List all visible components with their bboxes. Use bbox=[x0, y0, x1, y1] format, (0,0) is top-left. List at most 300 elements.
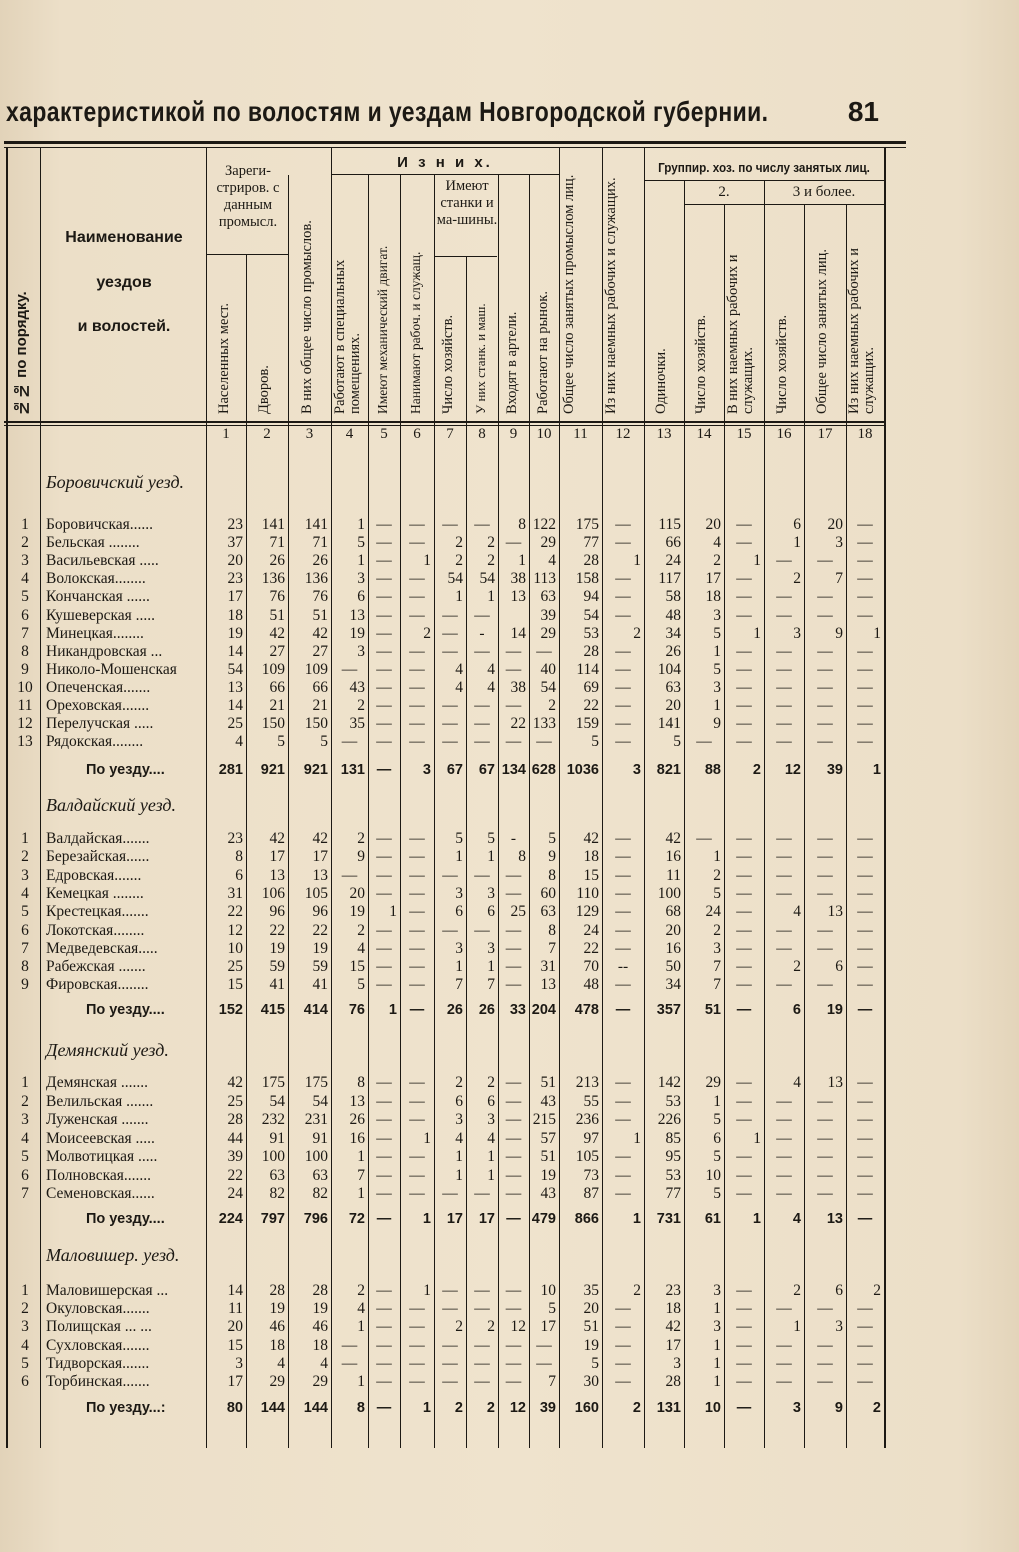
cell-col-6: — bbox=[409, 1148, 425, 1165]
cell-col-1: 44 bbox=[227, 1129, 243, 1147]
cell-col-15: 1 bbox=[753, 1129, 761, 1147]
cell-col-12: — bbox=[615, 830, 631, 847]
cell-col-4: 20 bbox=[349, 884, 365, 902]
cell-col-15: — bbox=[736, 678, 752, 696]
cell-col-13: 23 bbox=[665, 1282, 681, 1299]
cell-col-8: — bbox=[474, 921, 490, 939]
cell-col-12: — bbox=[615, 903, 631, 921]
cell-col-10: 215 bbox=[532, 1111, 556, 1128]
cell-col-7: — bbox=[442, 516, 458, 533]
group-three-header: 3 и более. bbox=[792, 184, 856, 200]
cell-col-1: 10 bbox=[227, 939, 243, 957]
row-number: 9 bbox=[21, 660, 29, 678]
cell-col-15: — bbox=[736, 1092, 752, 1110]
cell-col-10: 7 bbox=[548, 939, 556, 957]
cell-col-3: 144 bbox=[303, 1400, 328, 1416]
cell-col-12: — bbox=[615, 866, 631, 884]
cell-col-6: — bbox=[409, 1354, 425, 1372]
cell-col-18: — bbox=[857, 588, 873, 606]
cell-col-3: 17 bbox=[312, 848, 328, 866]
cell-col-10: 17 bbox=[540, 1318, 556, 1336]
table-row bbox=[0, 570, 1019, 589]
table-row bbox=[0, 940, 1019, 959]
cell-col-2: 54 bbox=[269, 1092, 285, 1110]
cell-col-9: 134 bbox=[501, 762, 526, 778]
cell-col-10: 7 bbox=[548, 1373, 556, 1390]
g3-total-header: Общее число занятых лиц. bbox=[814, 248, 830, 414]
cell-col-13: 131 bbox=[656, 1400, 681, 1416]
cell-col-4: 3 bbox=[357, 570, 365, 588]
cell-col-3: 71 bbox=[312, 534, 328, 552]
cell-col-4: 1 bbox=[357, 516, 365, 533]
volost-name: Крестецкая....... bbox=[46, 903, 149, 921]
cell-col-17: — bbox=[817, 660, 833, 678]
cell-col-15: — bbox=[736, 976, 752, 994]
total-row bbox=[0, 1211, 1019, 1230]
cell-col-5: — bbox=[376, 1354, 392, 1372]
cell-col-4: 35 bbox=[349, 715, 365, 733]
cell-col-13: 17 bbox=[665, 1336, 681, 1354]
cell-col-6: — bbox=[409, 715, 425, 733]
cell-col-7: 4 bbox=[455, 678, 463, 696]
cell-col-8: 2 bbox=[487, 1318, 495, 1336]
cell-col-12: — bbox=[615, 697, 631, 714]
cell-col-9: — bbox=[505, 921, 522, 939]
cell-col-4: 43 bbox=[349, 678, 365, 696]
cell-col-11: 114 bbox=[576, 660, 599, 678]
cell-col-15: 1 bbox=[753, 552, 761, 570]
cell-col-5: — bbox=[376, 1129, 392, 1147]
cell-col-8: 1 bbox=[487, 1166, 495, 1184]
cell-col-10: 8 bbox=[548, 866, 556, 884]
cell-col-13: 100 bbox=[657, 884, 681, 902]
cell-col-5: — bbox=[376, 762, 392, 778]
cell-col-13: 115 bbox=[658, 516, 681, 533]
machines-header: Имеют станки и ма-шины. bbox=[436, 178, 498, 228]
cell-col-13: 821 bbox=[656, 762, 681, 778]
cell-col-6: — bbox=[409, 1373, 425, 1390]
cell-col-1: 17 bbox=[227, 588, 243, 606]
column-line bbox=[559, 148, 560, 1448]
cell-col-7: 4 bbox=[455, 660, 463, 678]
cell-col-5: — bbox=[376, 570, 392, 588]
cell-col-12: — bbox=[615, 715, 631, 733]
cell-col-18: — bbox=[857, 516, 873, 533]
cell-col-2: 22 bbox=[269, 921, 285, 939]
row-number: 8 bbox=[21, 958, 29, 976]
cell-col-6: 1 bbox=[422, 1400, 431, 1416]
column-line bbox=[6, 148, 8, 1448]
cell-col-10: 57 bbox=[540, 1129, 556, 1147]
cell-col-5: — bbox=[376, 1166, 392, 1184]
table-row bbox=[0, 867, 1019, 886]
column-number: 7 bbox=[446, 426, 454, 442]
cell-col-6: — bbox=[409, 830, 425, 847]
row-number: 9 bbox=[21, 976, 29, 994]
column-line bbox=[206, 148, 207, 1448]
cell-col-11: 159 bbox=[575, 715, 599, 733]
cell-col-7: — bbox=[442, 606, 458, 624]
cell-col-8: — bbox=[474, 1185, 490, 1202]
cell-col-12: — bbox=[615, 606, 631, 624]
cell-col-8: 1 bbox=[487, 588, 495, 606]
cell-col-9: — bbox=[505, 1074, 522, 1091]
cell-col-1: 54 bbox=[227, 660, 243, 678]
cell-col-16: — bbox=[776, 660, 792, 678]
cell-col-1: 19 bbox=[227, 624, 243, 642]
cell-col-4: 1 bbox=[357, 552, 365, 570]
cell-col-18: — bbox=[857, 939, 873, 957]
cell-col-10: 113 bbox=[533, 570, 556, 588]
cell-col-10: 479 bbox=[531, 1211, 556, 1227]
cell-col-14: 2 bbox=[713, 921, 721, 939]
cell-col-2: 144 bbox=[260, 1400, 285, 1416]
cell-col-12: — bbox=[615, 1185, 631, 1202]
cell-col-14: 1 bbox=[713, 848, 721, 866]
table-row bbox=[0, 1282, 1019, 1301]
row-number: 5 bbox=[21, 903, 29, 921]
cell-col-6: — bbox=[409, 976, 425, 994]
cell-col-8: 1 bbox=[487, 1148, 495, 1165]
cell-col-11: 213 bbox=[575, 1074, 599, 1091]
cell-col-14: 3 bbox=[713, 606, 721, 624]
cell-col-1: 4 bbox=[235, 733, 243, 751]
cell-col-2: 26 bbox=[269, 552, 285, 570]
row-number: 1 bbox=[21, 1282, 29, 1299]
cell-col-17: — bbox=[817, 588, 833, 606]
cell-col-12: — bbox=[615, 516, 631, 533]
table-row bbox=[0, 922, 1019, 941]
cell-col-13: 66 bbox=[665, 534, 681, 552]
row-number: 2 bbox=[21, 1092, 29, 1110]
cell-col-14: 18 bbox=[705, 588, 721, 606]
table-row bbox=[0, 1337, 1019, 1356]
column-line bbox=[529, 175, 530, 1448]
cell-col-12: 1 bbox=[633, 1129, 641, 1147]
column-number: 4 bbox=[345, 426, 354, 442]
table-row bbox=[0, 697, 1019, 716]
cell-col-15: — bbox=[736, 1111, 752, 1128]
volost-name: Полищская ... ... bbox=[46, 1318, 152, 1336]
cell-col-8: - bbox=[479, 624, 485, 642]
cell-col-5: — bbox=[376, 1318, 392, 1336]
cell-col-10: 63 bbox=[540, 903, 556, 921]
cell-col-18: — bbox=[857, 660, 873, 678]
cell-col-14: 7 bbox=[713, 976, 721, 994]
cell-col-3: 150 bbox=[304, 715, 328, 733]
cell-col-4: 72 bbox=[348, 1211, 365, 1227]
cell-col-3: 5 bbox=[320, 733, 328, 751]
cell-col-3: 29 bbox=[312, 1373, 328, 1390]
cell-col-2: 46 bbox=[269, 1318, 285, 1336]
cell-col-5: — bbox=[376, 884, 392, 902]
row-number: 7 bbox=[21, 939, 29, 957]
cell-col-9: — bbox=[505, 697, 522, 714]
cell-col-12: — bbox=[615, 1300, 631, 1318]
cell-col-8: 5 bbox=[487, 830, 495, 847]
cell-col-17: — bbox=[817, 715, 833, 733]
cell-col-17: 13 bbox=[827, 903, 843, 921]
cell-col-13: 28 bbox=[665, 1373, 681, 1390]
hire-header: Нанимают рабоч. и служащ. bbox=[408, 251, 423, 414]
cell-col-9: 12 bbox=[510, 1318, 526, 1336]
cell-col-12: — bbox=[615, 1336, 631, 1354]
cell-col-1: 12 bbox=[227, 921, 243, 939]
cell-col-3: 54 bbox=[312, 1092, 328, 1110]
cell-col-17: — bbox=[817, 884, 833, 902]
cell-col-8: — bbox=[474, 1354, 490, 1372]
cell-col-13: 141 bbox=[657, 715, 681, 733]
cell-col-17: — bbox=[817, 678, 833, 696]
cell-col-2: 27 bbox=[269, 642, 285, 660]
cell-col-9: 13 bbox=[510, 588, 526, 606]
cell-col-4: 5 bbox=[357, 976, 365, 994]
volost-name: Полновская....... bbox=[46, 1166, 152, 1184]
cell-col-10: 31 bbox=[540, 958, 556, 976]
cell-col-6: 1 bbox=[423, 1282, 431, 1299]
cell-col-7: — bbox=[442, 1185, 458, 1202]
column-line bbox=[400, 175, 401, 1448]
column-number: 14 bbox=[696, 426, 712, 442]
cell-col-18: 2 bbox=[872, 1400, 881, 1416]
cell-col-16: — bbox=[776, 1166, 792, 1184]
cell-col-7: — bbox=[442, 624, 458, 642]
cell-col-1: 24 bbox=[227, 1185, 243, 1202]
cell-col-3: 28 bbox=[312, 1282, 328, 1299]
cell-col-14: 3 bbox=[713, 939, 721, 957]
cell-col-16: — bbox=[776, 733, 792, 751]
volost-name: Березайская...... bbox=[46, 848, 150, 866]
table-row bbox=[0, 1111, 1019, 1130]
row-number: 5 bbox=[21, 588, 29, 606]
cell-col-4: 13 bbox=[349, 1092, 365, 1110]
cell-col-16: 6 bbox=[793, 516, 801, 533]
cell-col-6: — bbox=[409, 1318, 425, 1336]
cell-col-17: — bbox=[817, 642, 833, 660]
cell-col-1: 25 bbox=[227, 715, 243, 733]
cell-col-11: 54 bbox=[583, 606, 599, 624]
cell-col-11: 19 bbox=[583, 1336, 599, 1354]
table-row bbox=[0, 661, 1019, 680]
cell-col-1: 14 bbox=[227, 697, 243, 714]
cell-col-16: — bbox=[776, 939, 792, 957]
cell-col-11: 175 bbox=[575, 516, 599, 533]
column-number: 18 bbox=[857, 426, 873, 442]
row-number: 6 bbox=[21, 1166, 29, 1184]
row-number: 13 bbox=[17, 733, 33, 751]
page-title: характеристикой по волостям и уездам Новгородской губернии. bbox=[6, 96, 769, 127]
cell-col-3: 96 bbox=[312, 903, 328, 921]
row-number: 1 bbox=[21, 516, 29, 533]
table-row bbox=[0, 1093, 1019, 1112]
cell-col-14: 9 bbox=[713, 715, 721, 733]
row-number: 10 bbox=[17, 678, 33, 696]
cell-col-18: — bbox=[857, 848, 873, 866]
cell-col-17: 3 bbox=[835, 534, 843, 552]
cell-col-2: 76 bbox=[269, 588, 285, 606]
cell-col-18: — bbox=[857, 1211, 873, 1227]
cell-col-15: — bbox=[736, 830, 752, 847]
cell-col-2: 71 bbox=[269, 534, 285, 552]
cell-col-16: 2 bbox=[793, 958, 801, 976]
cell-col-9: — bbox=[505, 642, 522, 660]
cell-col-7: — bbox=[442, 1336, 458, 1354]
cell-col-17: — bbox=[817, 830, 833, 847]
row-number: 5 bbox=[21, 1354, 29, 1372]
cell-col-5: — bbox=[376, 1111, 392, 1128]
cell-col-18: — bbox=[857, 678, 873, 696]
cell-col-17: 19 bbox=[826, 1002, 843, 1018]
total-row bbox=[0, 1400, 1019, 1419]
cell-col-3: 100 bbox=[304, 1148, 328, 1165]
cell-col-1: 281 bbox=[218, 762, 243, 778]
row-number: 2 bbox=[21, 848, 29, 866]
cell-col-6: 1 bbox=[423, 1129, 431, 1147]
cell-col-15: — bbox=[736, 1318, 752, 1336]
cell-col-16: — bbox=[776, 1336, 792, 1354]
cell-col-14: 10 bbox=[705, 1166, 721, 1184]
cell-col-2: 17 bbox=[269, 848, 285, 866]
cell-col-16: — bbox=[776, 715, 792, 733]
column-number: 10 bbox=[536, 426, 552, 442]
cell-col-10: — bbox=[536, 1336, 552, 1354]
cell-col-4: 1 bbox=[357, 1373, 365, 1390]
cell-col-16: — bbox=[776, 1354, 792, 1372]
cell-col-13: 34 bbox=[665, 624, 681, 642]
cell-col-11: 94 bbox=[583, 588, 599, 606]
cell-col-14: 5 bbox=[713, 1111, 721, 1128]
cell-col-4: — bbox=[341, 1354, 358, 1372]
cell-col-6: 1 bbox=[422, 1211, 431, 1227]
cell-col-10: 5 bbox=[548, 1300, 556, 1318]
cell-col-14: 7 bbox=[713, 958, 721, 976]
cell-col-4: 5 bbox=[357, 534, 365, 552]
cell-col-4: 2 bbox=[357, 1282, 365, 1299]
cell-col-3: 414 bbox=[303, 1002, 328, 1018]
cell-col-1: 14 bbox=[227, 1282, 243, 1299]
volost-name: Рядокская........ bbox=[46, 733, 144, 751]
cell-col-14: 1 bbox=[713, 1336, 721, 1354]
cell-col-4: 26 bbox=[349, 1111, 365, 1128]
column-line bbox=[804, 204, 805, 1448]
cell-col-6: — bbox=[409, 660, 425, 678]
cell-col-6: — bbox=[409, 866, 425, 884]
cell-col-6: — bbox=[409, 1336, 425, 1354]
cell-col-17: — bbox=[817, 606, 833, 624]
top-rule-thin bbox=[4, 147, 906, 148]
cell-col-12: — bbox=[615, 1148, 631, 1165]
table-row bbox=[0, 1148, 1019, 1167]
cell-col-13: 95 bbox=[665, 1148, 681, 1165]
cell-col-1: 6 bbox=[235, 866, 243, 884]
cell-col-13: 16 bbox=[665, 848, 681, 866]
cell-col-16: 2 bbox=[793, 570, 801, 588]
cell-col-7: 2 bbox=[455, 534, 463, 552]
cell-col-16: 1 bbox=[793, 534, 801, 552]
cell-col-11: 42 bbox=[583, 830, 599, 847]
cell-col-1: 20 bbox=[227, 552, 243, 570]
cell-col-3: 76 bbox=[312, 588, 328, 606]
table-row bbox=[0, 552, 1019, 571]
cell-col-11: 51 bbox=[583, 1318, 599, 1336]
cell-col-8: — bbox=[474, 1282, 490, 1299]
cell-col-16: — bbox=[776, 1092, 792, 1110]
cell-col-16: — bbox=[776, 642, 792, 660]
cell-col-14: 24 bbox=[705, 903, 721, 921]
cell-col-16: — bbox=[776, 588, 792, 606]
cell-col-4: 8 bbox=[356, 1400, 365, 1416]
cell-col-8: 4 bbox=[487, 660, 495, 678]
cell-col-18: — bbox=[857, 1074, 873, 1091]
cell-col-5: — bbox=[376, 552, 392, 570]
cell-col-7: 4 bbox=[455, 1129, 463, 1147]
cell-col-1: 28 bbox=[227, 1111, 243, 1128]
cell-col-10: 51 bbox=[540, 1148, 556, 1165]
volost-name: Демянская ....... bbox=[46, 1074, 149, 1091]
cell-col-7: — bbox=[442, 1300, 458, 1318]
volost-name: По уезду...: bbox=[86, 1400, 166, 1416]
cell-col-13: 42 bbox=[665, 1318, 681, 1336]
cell-col-13: 53 bbox=[665, 1166, 681, 1184]
cell-col-4: 2 bbox=[357, 830, 365, 847]
cell-col-16: 2 bbox=[793, 1282, 801, 1299]
cell-col-4: 3 bbox=[357, 642, 365, 660]
cell-col-4: 6 bbox=[357, 588, 365, 606]
cell-col-14: 29 bbox=[705, 1074, 721, 1091]
cell-col-13: 24 bbox=[665, 552, 681, 570]
cell-col-9: — bbox=[505, 1148, 522, 1165]
cell-col-2: 141 bbox=[261, 516, 285, 533]
cell-col-6: — bbox=[409, 1111, 425, 1128]
cell-col-11: 73 bbox=[583, 1166, 599, 1184]
cell-col-14: 51 bbox=[704, 1002, 721, 1018]
cell-col-4: — bbox=[341, 660, 358, 678]
market-header: Работают на рынок. bbox=[535, 291, 551, 414]
cell-col-8: 2 bbox=[487, 552, 495, 570]
cell-col-10: 19 bbox=[540, 1166, 556, 1184]
cell-col-10: 43 bbox=[540, 1185, 556, 1202]
cell-col-7: — bbox=[442, 697, 458, 714]
cell-col-5: — bbox=[376, 1373, 392, 1390]
column-line bbox=[884, 148, 886, 1448]
cell-col-8: 1 bbox=[487, 958, 495, 976]
total-employed-header: Общее число занятых промыслом лиц. bbox=[561, 174, 577, 414]
cell-col-10: 5 bbox=[548, 830, 556, 847]
column-line bbox=[434, 175, 435, 1448]
cell-col-9: — bbox=[505, 976, 522, 994]
hired-workers-header: Из них наемных рабочих и служащих. bbox=[603, 177, 619, 414]
cell-col-11: 129 bbox=[575, 903, 599, 921]
cell-col-4: 4 bbox=[357, 1300, 365, 1318]
cell-col-11: 22 bbox=[583, 697, 599, 714]
cell-col-15: — bbox=[736, 606, 752, 624]
cell-col-8: — bbox=[474, 516, 490, 533]
cell-col-5: — bbox=[376, 848, 392, 866]
cell-col-7: 1 bbox=[455, 958, 463, 976]
cell-col-17: 9 bbox=[835, 624, 843, 642]
cell-col-2: 82 bbox=[269, 1185, 285, 1202]
cell-col-7: 1 bbox=[455, 1148, 463, 1165]
cell-col-11: 110 bbox=[576, 884, 599, 902]
cell-col-7: 67 bbox=[446, 762, 463, 778]
cell-col-9: — bbox=[505, 1282, 522, 1299]
cell-col-6: — bbox=[409, 697, 425, 714]
cell-col-4: 8 bbox=[357, 1074, 365, 1091]
cell-col-5: — bbox=[376, 733, 392, 751]
cell-col-5: — bbox=[376, 678, 392, 696]
cell-col-2: 175 bbox=[261, 1074, 285, 1091]
cell-col-9: 25 bbox=[510, 903, 526, 921]
